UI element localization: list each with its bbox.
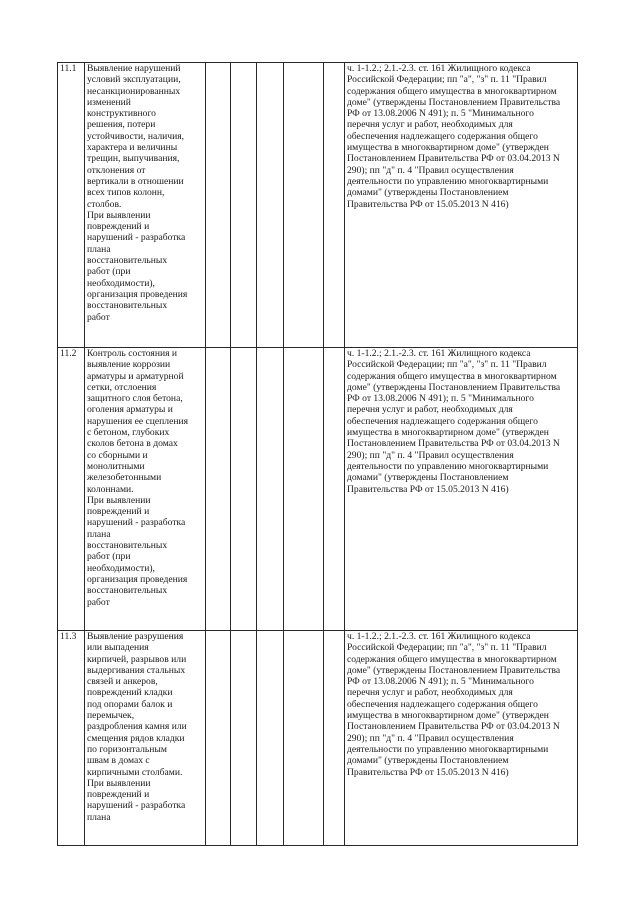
- text-line: железобетонными: [87, 472, 162, 484]
- text-line: домами" (утверждены Постановлением: [347, 187, 509, 199]
- text-line: связей и анкеров,: [87, 676, 158, 688]
- text-line: Российской Федерации; пп "а", "з" п. 11 "Правил: [347, 642, 547, 654]
- text-line: ч. 1-1.2.; 2.1.-2.3. ст. 161 Жилищного кодекса: [347, 348, 531, 359]
- text-line: РФ от 13.08.2006 N 491); п. 5 "Минимального: [347, 393, 534, 405]
- text-line: Правительства РФ от 15.05.2013 N 416): [347, 766, 509, 778]
- legal-reference: [345, 63, 578, 348]
- text-line: обеспечения надлежащего содержания общего: [347, 698, 538, 710]
- text-line: деятельности по управлению многоквартирными: [347, 460, 549, 472]
- empty-cell: [284, 63, 324, 348]
- text-line: содержания общего имущества в многоквартирном: [347, 653, 557, 665]
- text-line: раздробления камня или: [87, 721, 187, 733]
- text-line: кирпичей, разрывов или: [87, 653, 187, 665]
- text-line: ч. 1-1.2.; 2.1.-2.3. ст. 161 Жилищного кодекса: [347, 631, 531, 642]
- text-line: повреждений и: [87, 506, 150, 518]
- text-line: имущества в многоквартирном доме" (утвержден: [347, 142, 549, 154]
- empty-cell: [324, 348, 345, 631]
- text-line: сетки, отслоения: [87, 381, 157, 393]
- text-line: Постановлением Правительства РФ от 03.04.2013 N: [347, 153, 560, 165]
- regulation-table: [57, 62, 578, 846]
- table-row: [58, 63, 578, 348]
- text-line: При выявлении: [87, 494, 151, 506]
- text-line: перечня услуг и работ, необходимых для: [347, 687, 513, 699]
- empty-cell: [206, 631, 231, 846]
- text-line: монолитными: [87, 460, 145, 472]
- text-line: сколов бетона в домах: [87, 438, 178, 450]
- text-line: Выявление разрушения: [87, 631, 184, 642]
- text-line: организация проведения: [87, 288, 188, 300]
- text-line: выявление коррозии: [87, 359, 171, 371]
- empty-cell: [284, 348, 324, 631]
- text-line: со сборными и: [87, 449, 148, 461]
- text-line: трещин, выпучивания,: [87, 153, 180, 165]
- text-line: характера и величины: [87, 142, 178, 154]
- empty-cell: [231, 631, 257, 846]
- text-line: РФ от 13.08.2006 N 491); п. 5 "Минимального: [347, 676, 534, 688]
- work-description: [85, 631, 206, 846]
- text-line: работ: [87, 311, 110, 323]
- text-line: швам в домах с: [87, 755, 150, 767]
- text-line: организация проведения: [87, 573, 188, 585]
- text-line: Правительства РФ от 15.05.2013 N 416): [347, 483, 509, 495]
- text-line: 290); пп "д" п. 4 "Правил осуществления: [347, 164, 514, 176]
- work-description: [85, 63, 206, 348]
- text-line: вертикали в отношении: [87, 175, 184, 187]
- text-line: восстановительных: [87, 300, 168, 312]
- empty-cell: [231, 63, 257, 348]
- row-number: 11.3: [58, 631, 85, 846]
- text-line: восстановительных: [87, 540, 168, 552]
- empty-cell: [257, 631, 284, 846]
- text-line: повреждений и: [87, 221, 150, 233]
- text-line: Выявление нарушений: [87, 63, 181, 74]
- text-line: всех типов колонн,: [87, 187, 165, 199]
- text-line: Правительства РФ от 15.05.2013 N 416): [347, 198, 509, 210]
- text-line: имущества в многоквартирном доме" (утвержден: [347, 710, 549, 722]
- text-line: условий эксплуатации,: [87, 74, 181, 86]
- text-line: обеспечения надлежащего содержания общего: [347, 130, 538, 142]
- text-line: плана: [87, 811, 111, 823]
- text-line: При выявлении: [87, 209, 151, 221]
- text-line: отклонения от: [87, 164, 146, 176]
- row-number: 11.1: [58, 63, 85, 348]
- text-line: 290); пп "д" п. 4 "Правил осуществления: [347, 732, 514, 744]
- text-line: или выпадения: [87, 642, 149, 654]
- text-line: деятельности по управлению многоквартирными: [347, 743, 549, 755]
- legal-reference: [345, 348, 578, 631]
- text-line: перечня услуг и работ, необходимых для: [347, 119, 513, 131]
- text-line: доме" (утверждены Постановлением Правительства: [347, 664, 561, 676]
- text-line: перемычек,: [87, 710, 135, 722]
- text-line: под опорами балок и: [87, 698, 173, 710]
- text-line: РФ от 13.08.2006 N 491); п. 5 "Минимального: [347, 108, 534, 120]
- text-line: Постановлением Правительства РФ от 03.04.2013 N: [347, 721, 560, 733]
- text-line: 290); пп "д" п. 4 "Правил осуществления: [347, 449, 514, 461]
- text-line: доме" (утверждены Постановлением Правительства: [347, 96, 561, 108]
- text-line: столбов.: [87, 198, 122, 210]
- text-line: устойчивости, наличия,: [87, 130, 185, 142]
- text-line: нарушений - разработка: [87, 517, 186, 529]
- row-number: 11.2: [58, 348, 85, 631]
- text-line: конструктивного: [87, 108, 156, 120]
- text-line: изменений: [87, 96, 131, 108]
- text-line: нарушений - разработка: [87, 800, 186, 812]
- text-line: домами" (утверждены Постановлением: [347, 472, 509, 484]
- text-line: восстановительных: [87, 585, 168, 597]
- text-line: перечня услуг и работ, необходимых для: [347, 404, 513, 416]
- text-line: выдергивания стальных: [87, 664, 186, 676]
- legal-reference: [345, 631, 578, 846]
- text-line: доме" (утверждены Постановлением Правительства: [347, 381, 561, 393]
- text-line: повреждений кладки: [87, 687, 173, 699]
- text-line: арматуры и арматурной: [87, 370, 184, 382]
- text-line: плана: [87, 528, 111, 540]
- text-line: Постановлением Правительства РФ от 03.04.2013 N: [347, 438, 560, 450]
- text-line: по горизонтальным: [87, 743, 167, 755]
- text-line: деятельности по управлению многоквартирными: [347, 175, 549, 187]
- text-line: с бетоном, глубоких: [87, 427, 170, 439]
- table-row: [58, 348, 578, 631]
- text-line: необходимости),: [87, 562, 155, 574]
- text-line: смещения рядов кладки: [87, 732, 185, 744]
- text-line: имущества в многоквартирном доме" (утвержден: [347, 427, 549, 439]
- text-line: необходимости),: [87, 277, 155, 289]
- text-line: домами" (утверждены Постановлением: [347, 755, 509, 767]
- text-line: работ (при: [87, 551, 131, 563]
- empty-cell: [284, 631, 324, 846]
- text-line: нарушений - разработка: [87, 232, 186, 244]
- text-line: несанкционированных: [87, 85, 181, 97]
- text-line: ч. 1-1.2.; 2.1.-2.3. ст. 161 Жилищного кодекса: [347, 63, 531, 74]
- text-line: защитного слоя бетона,: [87, 393, 183, 405]
- text-line: восстановительных: [87, 255, 168, 267]
- text-line: оголения арматуры и: [87, 404, 173, 416]
- text-line: Российской Федерации; пп "а", "з" п. 11 "Правил: [347, 74, 547, 86]
- text-line: решения, потери: [87, 119, 156, 131]
- text-line: кирпичными столбами.: [87, 766, 183, 778]
- table-row: [58, 631, 578, 846]
- empty-cell: [206, 348, 231, 631]
- empty-cell: [231, 348, 257, 631]
- text-line: повреждений и: [87, 789, 150, 801]
- work-description: [85, 348, 206, 631]
- text-line: Российской Федерации; пп "а", "з" п. 11 "Правил: [347, 359, 547, 371]
- text-line: обеспечения надлежащего содержания общего: [347, 415, 538, 427]
- empty-cell: [324, 63, 345, 348]
- text-line: колоннами.: [87, 483, 134, 495]
- text-line: При выявлении: [87, 777, 151, 789]
- empty-cell: [206, 63, 231, 348]
- text-line: работ (при: [87, 266, 131, 278]
- text-line: работ: [87, 596, 110, 608]
- text-line: Контроль состояния и: [87, 348, 178, 359]
- text-line: содержания общего имущества в многоквартирном: [347, 85, 557, 97]
- text-line: содержания общего имущества в многоквартирном: [347, 370, 557, 382]
- text-line: нарушения ее сцепления: [87, 415, 189, 427]
- text-line: плана: [87, 243, 111, 255]
- empty-cell: [257, 348, 284, 631]
- empty-cell: [257, 63, 284, 348]
- empty-cell: [324, 631, 345, 846]
